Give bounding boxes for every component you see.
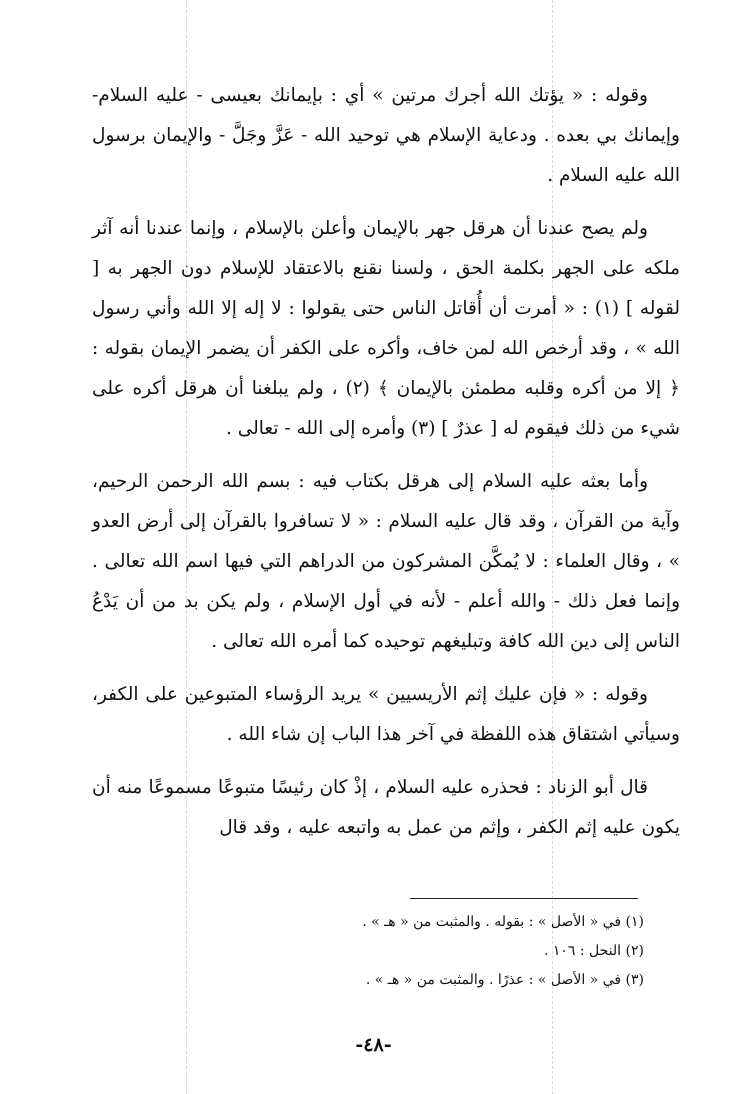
paragraph: وقوله : « يؤتك الله أجرك مرتين » أي : بإيمانك بعيسى - عليه السلام- وإيمانك بي بعده . ودعاية الإسلام هي توحيد الله - عَزَّ وجَلَّ - والإيمان برسول الله عليه السلام . [92, 85, 680, 186]
page-number: -٤٨- [355, 1034, 392, 1056]
main-text [92, 76, 680, 861]
footnote: (١) في « الأصل » : بقوله . والمثبت من « هـ » . [362, 914, 644, 930]
footnote-separator [410, 898, 638, 899]
footnote: (٣) في « الأصل » : عذرًا . والمثبت من « هـ » . [365, 972, 644, 988]
paragraph: وقوله : « فإن عليك إثم الأريسيين » يريد الرؤساء المتبوعين على الكفر، وسيأتي اشتقاق هذه اللفظة في آخر هذا الباب إن شاء الله . [92, 684, 680, 745]
paragraph: قال أبو الزناد : فحذره عليه السلام ، إذْ كان رئيسًا متبوعًا مسموعًا منه أن يكون عليه إثم الكفر ، وإثم من عمل به واتبعه عليه ، وقد قال [92, 777, 680, 838]
footnote: (٢) النحل : ١٠٦ . [543, 943, 644, 959]
paragraph: ولم يصح عندنا أن هرقل جهر بالإيمان وأعلن بالإسلام ، وإنما عندنا أنه آثر ملكه على الجهر بكلمة الحق ، ولسنا نقنع بالاعتقاد للإسلام دون الجهر به [ لقوله ] (١) : « أمرت أن أُقاتل الناس حتى يقولوا : لا إله إلا الله وأني رسول الله » ، وقد أرخص الله لمن خاف، وأكره على الكفر أن يضمر الإيمان بقوله : ﴿ إلا من أكره وقلبه مطمئن بالإيمان ﴾ (٢) ، ولم يبلغنا أن هرقل أكره على شيء من ذلك فيقوم له [ عذرٌ ] (٣) وأمره إلى الله - تعالى . [92, 218, 680, 439]
footnotes [92, 908, 644, 995]
paragraph: وأما بعثه عليه السلام إلى هرقل بكتاب فيه : بسم الله الرحمن الرحيم، وآية من القرآن ، وقد قال عليه السلام : « لا تسافروا بالقرآن إلى أرض العدو » ، وقال العلماء : لا يُمكَّن المشركون من الدراهم التي فيها اسم الله تعالى . وإنما فعل ذلك - والله أعلم - لأنه في أول الإسلام ، ولم يكن بد من أن يَدْعُ الناس إلى دين الله كافة وتبليغهم توحيده كما أمره الله تعالى . [92, 471, 680, 652]
